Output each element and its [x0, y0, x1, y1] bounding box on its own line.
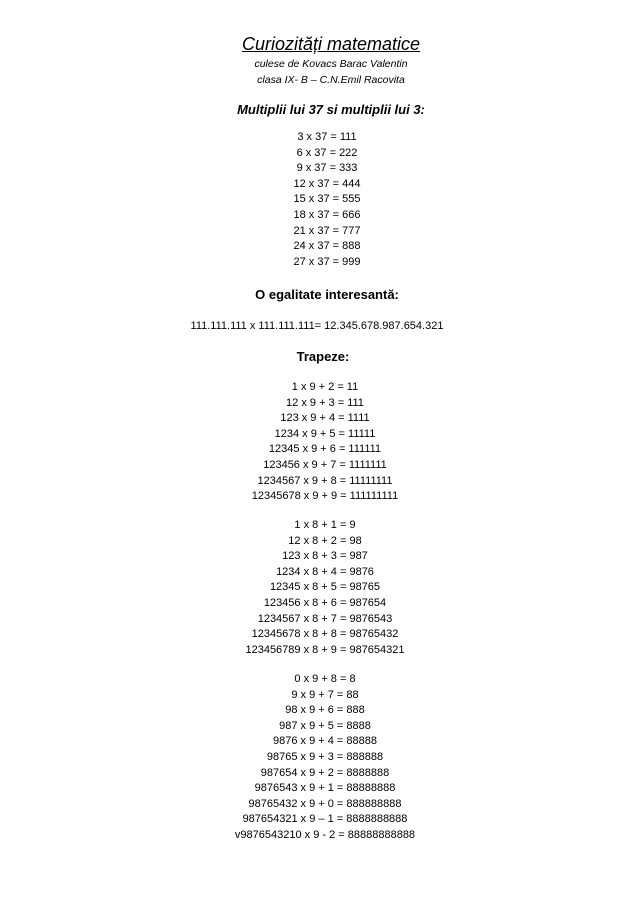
equation-line: 12345678 x 8 + 8 = 98765432 [251, 628, 399, 641]
equation-line: 1 x 9 + 2 = 11 [291, 381, 359, 393]
equation-line: 12 x 9 + 3 = 111 [286, 396, 364, 409]
equation-line: 24 x 37 = 888 [293, 240, 361, 253]
equation-line: 1234 x 9 + 5 = 11111 [274, 427, 376, 440]
equation-line: 987 x 9 + 5 = 8888 [279, 719, 371, 732]
equation-line: 123 x 8 + 3 = 987 [282, 550, 368, 563]
equation-line: 12 x 37 = 444 [293, 177, 361, 190]
class-line: clasa IX- B – C.N.Emil Racovita [257, 74, 405, 86]
equation-line: 987654 x 9 + 2 = 8888888 [260, 766, 390, 779]
page-title: Curiozități matematice [241, 34, 421, 54]
equation-line: 15 x 37 = 555 [293, 193, 361, 206]
equation-line: 1234567 x 9 + 8 = 11111111 [257, 474, 393, 487]
section-heading-multiples: Multiplii lui 37 si multiplii lui 3: [237, 102, 425, 117]
equation-line: 9 x 9 + 7 = 88 [291, 688, 359, 701]
equation-line: 123 x 9 + 4 = 1111 [280, 412, 370, 425]
equation-line: 123456789 x 8 + 9 = 987654321 [245, 643, 405, 656]
equality-equation: 111.111.111 x 111.111.111= 12.345.678.987.654.321 [190, 320, 444, 332]
equation-line: 123456 x 9 + 7 = 1111111 [263, 459, 387, 471]
equation-line: 1234567 x 8 + 7 = 9876543 [257, 612, 393, 625]
equation-line: 12345 x 8 + 5 = 98765 [269, 581, 381, 594]
equation-line: 9876 x 9 + 4 = 88888 [273, 735, 377, 748]
equation-line: 12345 x 9 + 6 = 111111 [268, 443, 382, 456]
equation-line: 98765 x 9 + 3 = 888888 [266, 751, 384, 763]
equation-line: 3 x 37 = 111 [297, 131, 357, 143]
equation-line: 98 x 9 + 6 = 888 [285, 704, 365, 717]
section-heading-equality: O egalitate interesantă: [255, 287, 399, 302]
equation-line: 12345678 x 9 + 9 = 111111111 [251, 490, 399, 503]
author-line: culese de Kovacs Barac Valentin [254, 58, 408, 70]
equation-line: 27 x 37 = 999 [293, 255, 361, 268]
section-heading-trapeze: Trapeze: [296, 349, 350, 364]
equation-line: 987654321 x 9 – 1 = 8888888888 [242, 813, 408, 826]
equation-line: 9 x 37 = 333 [296, 162, 358, 175]
equation-line: 9876543 x 9 + 1 = 88888888 [254, 782, 396, 795]
equation-line: 123456 x 8 + 6 = 987654 [263, 597, 387, 609]
equation-line: 98765432 x 9 + 0 = 888888888 [248, 797, 402, 810]
equation-line: 0 x 9 + 8 = 8 [294, 673, 356, 685]
equation-line: v9876543210 x 9 - 2 = 88888888888 [234, 829, 416, 841]
equation-line: 12 x 8 + 2 = 98 [288, 534, 362, 547]
equation-line: 1 x 8 + 1 = 9 [294, 519, 356, 531]
equation-line: 1234 x 8 + 4 = 9876 [276, 565, 374, 578]
equation-line: 6 x 37 = 222 [296, 146, 358, 159]
equation-line: 21 x 37 = 777 [293, 224, 361, 237]
equation-line: 18 x 37 = 666 [293, 209, 361, 221]
